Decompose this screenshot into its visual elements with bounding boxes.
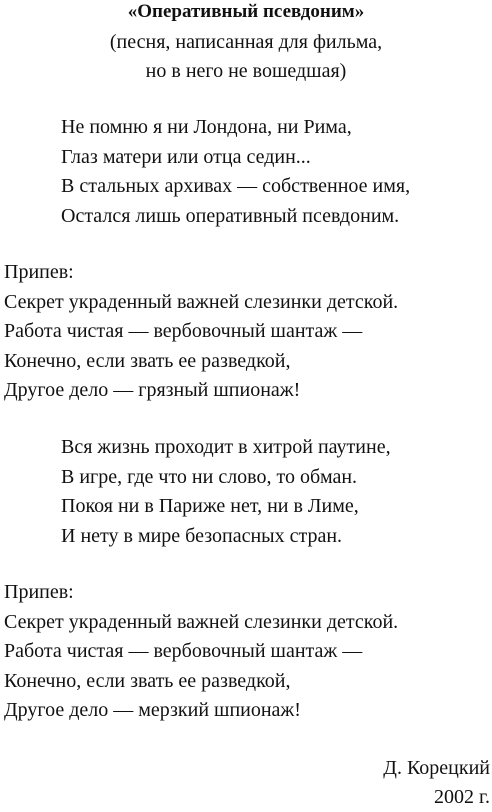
chorus-line: Работа чистая — вербовочный шантаж — (4, 640, 363, 662)
poem-title: «Оперативный псевдоним» (127, 1, 365, 22)
verse-line: Не помню я ни Лондона, ни Рима, (61, 116, 352, 138)
verse-2 (61, 433, 391, 551)
author-name: Д. Корецкий (383, 757, 490, 779)
chorus-line: Секрет украденный важней слезинки детской. (4, 290, 399, 313)
signature-year: 2002 г. (434, 786, 490, 808)
chorus-line: Другое дело — мерзкий шпионаж! (4, 699, 301, 721)
chorus-2 (4, 578, 398, 726)
subtitle-line-1: (песня, написанная для фильма, (109, 31, 383, 53)
chorus-1 (4, 258, 398, 406)
verse-1 (61, 113, 410, 231)
chorus-line: Другое дело — грязный шпионаж! (4, 379, 301, 401)
verse-line: Остался лишь оперативный псевдоним. (61, 204, 400, 227)
chorus-label: Припев: (4, 261, 74, 283)
chorus-line: Работа чистая — вербовочный шантаж — (4, 320, 363, 342)
verse-line: Вся жизнь проходит в хитрой паутине, (61, 436, 391, 458)
chorus-line: Конечно, если звать ее разведкой, (4, 349, 291, 372)
signature (383, 754, 490, 812)
verse-line: Глаз матери или отца седин... (61, 145, 311, 168)
chorus-line: Конечно, если звать ее разведкой, (4, 669, 291, 692)
verse-line: И нету в мире безопасных стран. (61, 524, 343, 547)
verse-line: В стальных архивах — собственное имя, (61, 175, 411, 197)
verse-line: Покоя ни в Париже нет, ни в Лиме, (61, 495, 359, 517)
verse-line: В игре, где что ни слово, то обман. (61, 465, 358, 488)
chorus-line: Секрет украденный важней слезинки детской. (4, 610, 399, 633)
chorus-label: Припев: (4, 581, 74, 603)
subtitle-line-2: но в него не вошедшая) (145, 60, 347, 82)
poem-subtitle (0, 28, 492, 86)
